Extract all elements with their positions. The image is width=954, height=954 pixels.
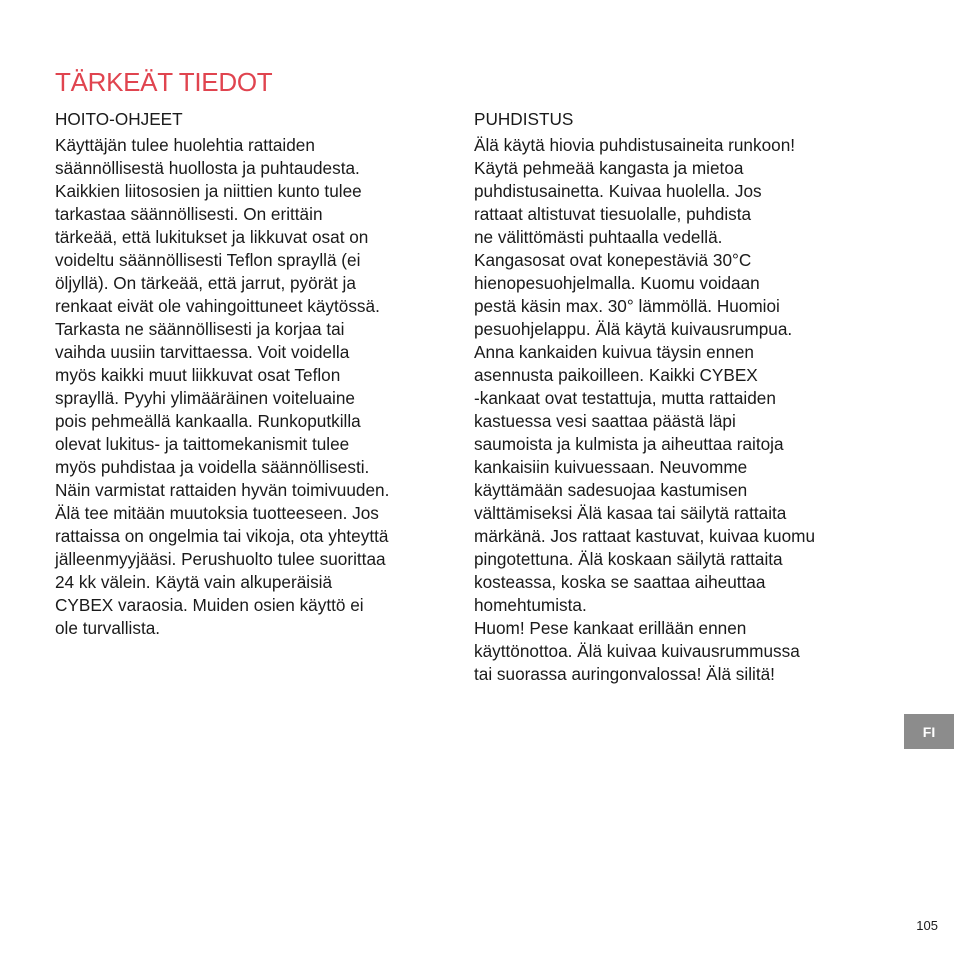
care-text-line: säännöllisestä huollosta ja puhtaudesta. xyxy=(55,158,360,178)
care-heading: HOITO-OHJEET xyxy=(55,109,183,129)
care-text-line: 24 kk välein. Käytä vain alkuperäisiä xyxy=(55,572,333,592)
care-text-line: pois pehmeällä kankaalla. Runkoputkilla xyxy=(55,411,361,431)
care-text-line: Tarkasta ne säännöllisesti ja korjaa tai xyxy=(55,319,345,339)
cleaning-text-line: Älä käytä hiovia puhdistusaineita runkoon! xyxy=(474,135,796,155)
cleaning-text-line: kosteassa, koska se saattaa aiheuttaa xyxy=(474,572,766,592)
care-instructions-section xyxy=(55,108,455,640)
cleaning-text-line: Käytä pehmeää kangasta ja mietoa xyxy=(474,158,744,178)
care-text-line: myös puhdistaa ja voidella säännöllisesti. xyxy=(55,457,370,477)
care-text-line: renkaat eivät ole vahingoittuneet käytössä. xyxy=(55,296,380,316)
care-text-line: tarkastaa säännöllisesti. On erittäin xyxy=(55,204,323,224)
cleaning-text-line: Huom! Pese kankaat erillään ennen xyxy=(474,618,747,638)
care-text-line: sprayllä. Pyyhi ylimääräinen voiteluaine xyxy=(55,388,355,408)
cleaning-text-line: kastuessa vesi saattaa päästä läpi xyxy=(474,411,736,431)
care-text-line: rattaissa on ongelmia tai vikoja, ota yhteyttä xyxy=(55,526,389,546)
language-tab xyxy=(904,714,954,749)
cleaning-text-line: homehtumista. xyxy=(474,595,587,615)
cleaning-text-line: Anna kankaiden kuivua täysin ennen xyxy=(474,342,754,362)
care-text-line: ole turvallista. xyxy=(55,618,161,638)
language-tab-label: FI xyxy=(922,723,936,740)
cleaning-text-line: rattaat altistuvat tiesuolalle, puhdista xyxy=(474,204,752,224)
cleaning-text-line: puhdistusainetta. Kuivaa huolella. Jos xyxy=(474,181,762,201)
cleaning-text-line: Kangasosat ovat konepestäviä 30°C xyxy=(474,250,752,270)
care-text-line: Älä tee mitään muutoksia tuotteeseen. Jos xyxy=(55,503,379,523)
care-text-line: Käyttäjän tulee huolehtia rattaiden xyxy=(55,135,315,155)
cleaning-text-line: ne välittömästi puhtaalla vedellä. xyxy=(474,227,723,247)
care-text-line: myös kaikki muut liikkuvat osat Teflon xyxy=(55,365,341,385)
page-number: 105 xyxy=(916,918,938,933)
care-text-line: Kaikkien liitososien ja niittien kunto tulee xyxy=(55,181,362,201)
care-text-line: voideltu säännöllisesti Teflon sprayllä (ei xyxy=(55,250,361,270)
cleaning-section xyxy=(474,108,874,686)
cleaning-heading: PUHDISTUS xyxy=(474,109,574,129)
cleaning-text-line: käyttämään sadesuojaa kastumisen xyxy=(474,480,748,500)
cleaning-text-line: hienopesuohjelmalla. Kuomu voidaan xyxy=(474,273,760,293)
care-text-line: olevat lukitus- ja taittomekanismit tulee xyxy=(55,434,350,454)
cleaning-text-line: pestä käsin max. 30° lämmöllä. Huomioi xyxy=(474,296,780,316)
cleaning-text-line: pesuohjelappu. Älä käytä kuivausrumpua. xyxy=(474,319,793,339)
care-text-line: jälleenmyyjääsi. Perushuolto tulee suorittaa xyxy=(55,549,386,569)
cleaning-text-line: pingotettuna. Älä koskaan säilytä rattaita xyxy=(474,549,783,569)
care-text-line: CYBEX varaosia. Muiden osien käyttö ei xyxy=(55,595,364,615)
cleaning-text-line: välttämiseksi Älä kasaa tai säilytä rattaita xyxy=(474,503,787,523)
page-title: TÄRKEÄT TIEDOT xyxy=(55,67,273,98)
cleaning-text-line: saumoista ja kulmista ja aiheuttaa raitoja xyxy=(474,434,784,454)
care-body xyxy=(55,134,455,640)
cleaning-text-line: asennusta paikoilleen. Kaikki CYBEX xyxy=(474,365,758,385)
care-text-line: vaihda uusiin tarvittaessa. Voit voidella xyxy=(55,342,350,362)
cleaning-text-line: tai suorassa auringonvalossa! Älä silitä! xyxy=(474,664,775,684)
cleaning-text-line: märkänä. Jos rattaat kastuvat, kuivaa kuomu xyxy=(474,526,816,546)
care-text-line: tärkeää, että lukitukset ja likkuvat osat on xyxy=(55,227,369,247)
cleaning-text-line: kankaisiin kuivuessaan. Neuvomme xyxy=(474,457,748,477)
care-text-line: Näin varmistat rattaiden hyvän toimivuuden. xyxy=(55,480,390,500)
cleaning-text-line: käyttönottoa. Älä kuivaa kuivausrummussa xyxy=(474,641,800,661)
cleaning-body xyxy=(474,134,874,686)
care-text-line: öljyllä). On tärkeää, että jarrut, pyörät ja xyxy=(55,273,356,293)
cleaning-text-line: -kankaat ovat testattuja, mutta rattaiden xyxy=(474,388,776,408)
